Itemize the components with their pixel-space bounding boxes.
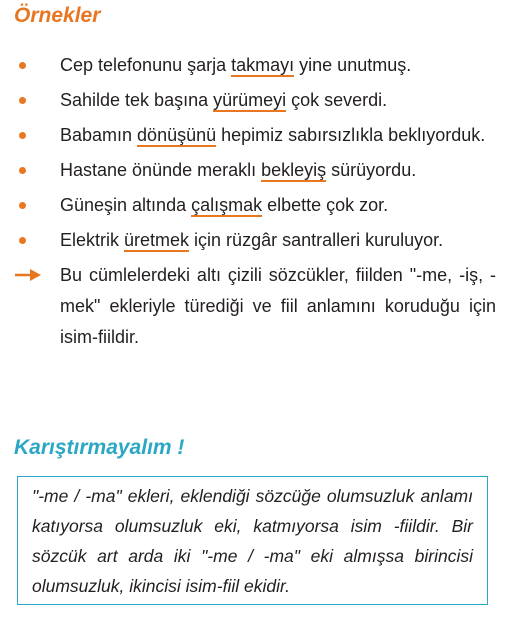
example-text-before: Elektrik: [60, 230, 125, 250]
example-text-before: Güneşin altında: [60, 195, 192, 215]
example-text-before: Babamın: [60, 125, 138, 145]
example-text-before: Cep telefonunu şarja: [60, 55, 232, 75]
example-text-before: Sahilde tek başına: [60, 90, 214, 110]
example-item: [0, 190, 508, 220]
bullet-dot-icon: [19, 132, 26, 139]
warning-box: [17, 476, 488, 605]
example-item: [0, 50, 508, 80]
example-text-after: elbette çok zor.: [262, 195, 389, 215]
warning-heading: Karıştırmayalım !: [14, 436, 185, 459]
example-item: [0, 225, 508, 255]
bullet-dot-icon: [19, 62, 26, 69]
example-item: [0, 155, 508, 185]
arrow-right-icon: [14, 266, 42, 284]
explanation-note: [0, 260, 508, 353]
example-text-before: Hastane önünde meraklı: [60, 160, 262, 180]
example-text-after: için rüzgâr santralleri kuruluyor.: [189, 230, 444, 250]
example-text-after: çok severdi.: [286, 90, 388, 110]
bullet-dot-icon: [19, 97, 26, 104]
explanation-text: Bu cümlelerdeki altı çizili sözcükler, fiilden "-me, -iş, - mek" ekleriyle türediği ve fiil anlamını koruduğu için isim-fiildir.: [60, 265, 496, 347]
example-underlined-word: dönüşünü: [137, 125, 217, 145]
bullet-dot-icon: [19, 237, 26, 244]
warning-text: "-me / -ma" ekleri, eklendiği sözcüğe olumsuzluk anlamı katıyorsa olumsuzluk eki, katmıyorsa isim -fiildir. Bir sözcük art arda iki "-me / -ma" eki almışsa birincisi olumsuzluk, ikincisi isim-fiil ekidir.: [32, 486, 473, 596]
example-item: [0, 120, 508, 150]
example-item: [0, 85, 508, 115]
example-text-after: hepimiz sabırsızlıkla beklıyorduk.: [216, 125, 486, 145]
example-text-after: sürüyordu.: [326, 160, 417, 180]
example-underlined-word: bekleyiş: [261, 160, 327, 180]
example-underlined-word: yürümeyi: [213, 90, 287, 110]
example-underlined-word: üretmek: [124, 230, 190, 250]
example-underlined-word: çalışmak: [191, 195, 263, 215]
bullet-dot-icon: [19, 167, 26, 174]
examples-list: [0, 50, 508, 353]
example-underlined-word: takmayı: [231, 55, 295, 75]
examples-heading: Örnekler: [14, 4, 101, 27]
bullet-dot-icon: [19, 202, 26, 209]
example-text-after: yine unutmuş.: [294, 55, 412, 75]
